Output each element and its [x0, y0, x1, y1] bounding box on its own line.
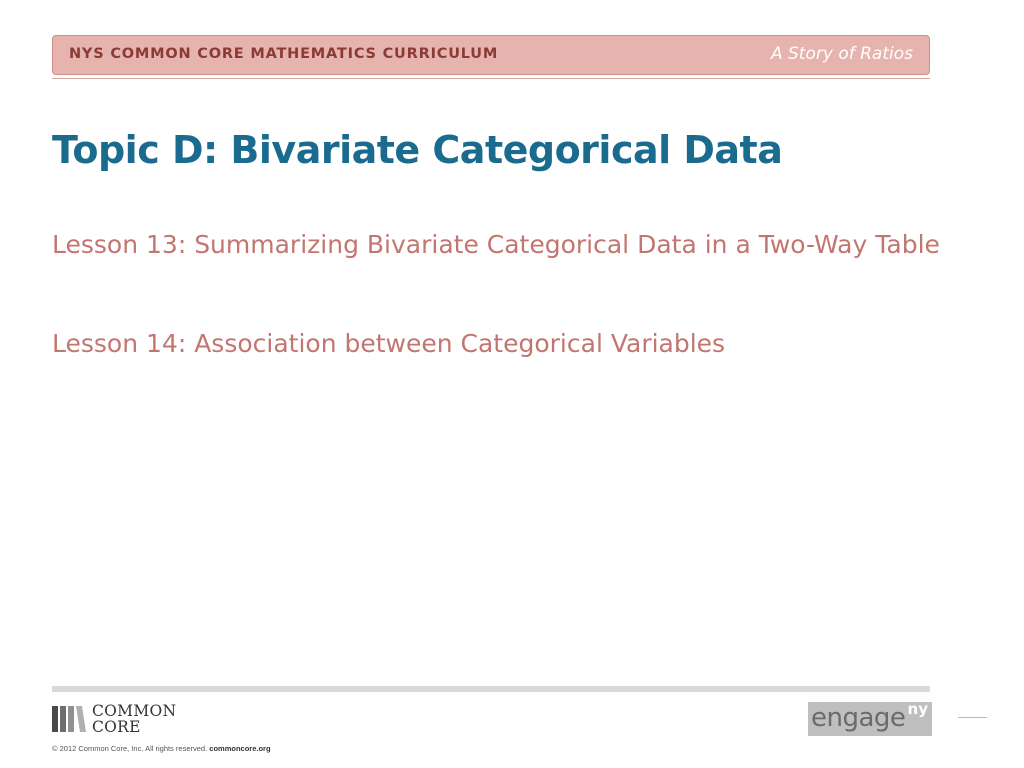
lesson-item-13: Lesson 13: Summarizing Bivariate Categorical Data in a Two-Way Table: [52, 230, 940, 259]
common-core-wordmark: [92, 703, 176, 735]
lesson-item-14: Lesson 14: Association between Categorical Variables: [52, 329, 726, 358]
slide-title: Topic D: Bivariate Categorical Data: [52, 128, 783, 172]
curriculum-header-bar: [52, 35, 930, 75]
footer-divider: [52, 686, 930, 692]
copyright-notice: [52, 744, 271, 753]
website-link[interactable]: commoncore.org: [209, 744, 271, 753]
common-core-bars-icon: [52, 706, 86, 732]
logo-line-1: COMMON: [92, 702, 177, 720]
curriculum-name: NYS COMMON CORE MATHEMATICS CURRICULUM: [69, 46, 499, 62]
copyright-text: © 2012 Common Core, Inc. All rights reserved.: [52, 744, 208, 753]
engage-wordmark: engage: [811, 703, 906, 733]
common-core-logo: [52, 702, 232, 736]
header-divider: [52, 78, 930, 79]
slide-number-marker: [958, 717, 987, 718]
module-name: A Story of Ratios: [770, 44, 913, 64]
engage-ny-superscript: ny: [907, 700, 928, 718]
logo-line-2: CORE: [92, 718, 141, 736]
engage-ny-logo: [808, 702, 932, 736]
lesson-list: [52, 224, 972, 364]
